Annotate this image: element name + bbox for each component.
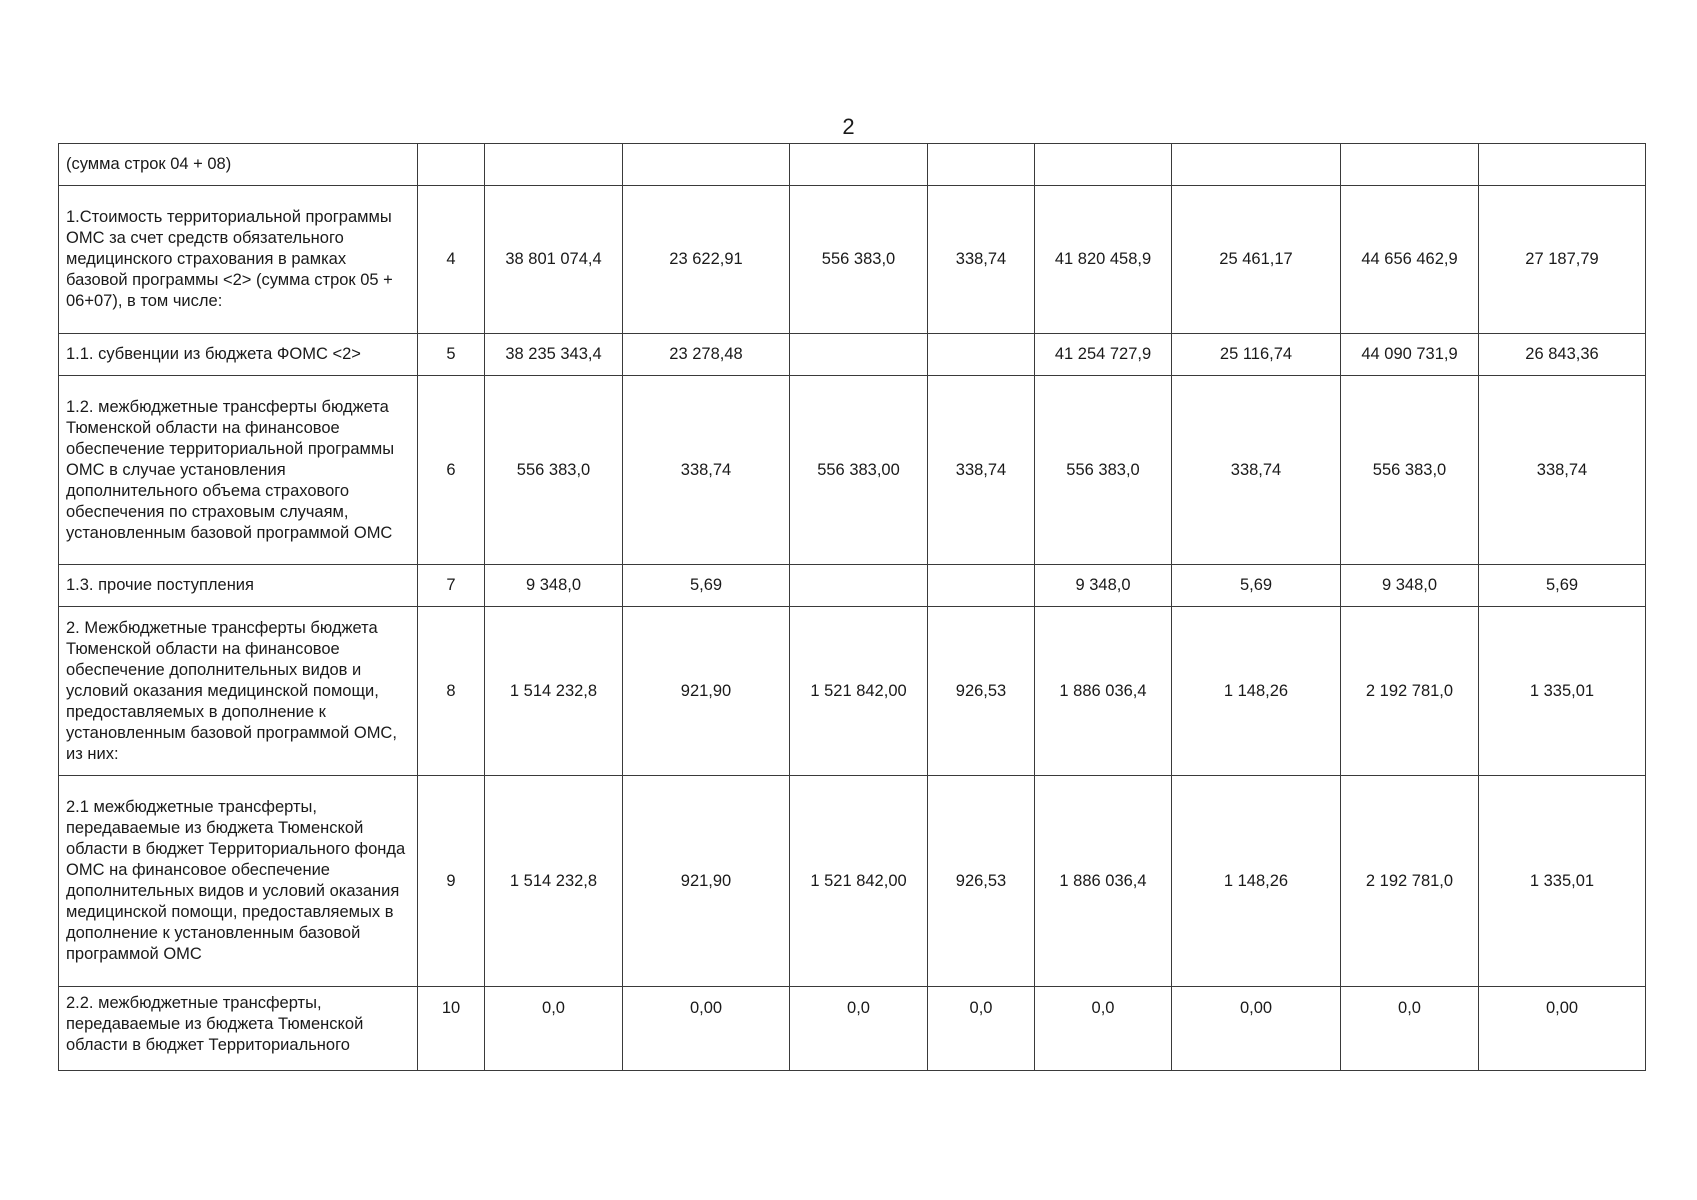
line-code-cell: 5 bbox=[418, 334, 485, 376]
value-cell: 1 335,01 bbox=[1479, 776, 1646, 987]
budget-table bbox=[58, 143, 1646, 1071]
value-cell: 556 383,0 bbox=[1035, 376, 1172, 565]
table-row bbox=[59, 565, 1646, 607]
value-cell: 41 820 458,9 bbox=[1035, 186, 1172, 334]
value-cell bbox=[928, 144, 1035, 186]
value-cell: 556 383,0 bbox=[1341, 376, 1479, 565]
value-cell bbox=[928, 565, 1035, 607]
value-cell bbox=[485, 144, 623, 186]
value-cell: 0,0 bbox=[1341, 987, 1479, 1071]
value-cell: 338,74 bbox=[1172, 376, 1341, 565]
value-cell: 0,0 bbox=[790, 987, 928, 1071]
table-row bbox=[59, 607, 1646, 776]
value-cell: 338,74 bbox=[928, 376, 1035, 565]
value-cell: 921,90 bbox=[623, 776, 790, 987]
value-cell: 2 192 781,0 bbox=[1341, 776, 1479, 987]
line-code-cell: 8 bbox=[418, 607, 485, 776]
row-description: 1.1. субвенции из бюджета ФОМС <2> bbox=[59, 334, 418, 376]
value-cell bbox=[1172, 144, 1341, 186]
line-code-cell: 9 bbox=[418, 776, 485, 987]
table-row bbox=[59, 987, 1646, 1071]
value-cell: 38 235 343,4 bbox=[485, 334, 623, 376]
value-cell: 0,0 bbox=[485, 987, 623, 1071]
line-code-cell bbox=[418, 144, 485, 186]
value-cell: 0,0 bbox=[928, 987, 1035, 1071]
value-cell: 26 843,36 bbox=[1479, 334, 1646, 376]
value-cell bbox=[790, 565, 928, 607]
value-cell: 9 348,0 bbox=[1035, 565, 1172, 607]
table-row bbox=[59, 334, 1646, 376]
value-cell: 1 521 842,00 bbox=[790, 607, 928, 776]
value-cell: 556 383,0 bbox=[485, 376, 623, 565]
value-cell: 1 148,26 bbox=[1172, 776, 1341, 987]
value-cell bbox=[928, 334, 1035, 376]
value-cell: 2 192 781,0 bbox=[1341, 607, 1479, 776]
value-cell: 44 656 462,9 bbox=[1341, 186, 1479, 334]
value-cell: 926,53 bbox=[928, 776, 1035, 987]
value-cell: 5,69 bbox=[623, 565, 790, 607]
line-code-cell: 7 bbox=[418, 565, 485, 607]
value-cell: 9 348,0 bbox=[485, 565, 623, 607]
value-cell: 338,74 bbox=[928, 186, 1035, 334]
value-cell: 1 886 036,4 bbox=[1035, 607, 1172, 776]
value-cell bbox=[790, 334, 928, 376]
page-number: 2 bbox=[842, 114, 855, 139]
table-row bbox=[59, 144, 1646, 186]
row-description: 1.3. прочие поступления bbox=[59, 565, 418, 607]
value-cell: 1 514 232,8 bbox=[485, 607, 623, 776]
value-cell: 0,00 bbox=[623, 987, 790, 1071]
value-cell: 23 278,48 bbox=[623, 334, 790, 376]
value-cell: 41 254 727,9 bbox=[1035, 334, 1172, 376]
value-cell: 5,69 bbox=[1172, 565, 1341, 607]
row-description: 2.1 межбюджетные трансферты, передаваемые из бюджета Тюменской области в бюджет Территориального фонда ОМС на финансовое обеспечение дополнительных видов и условий оказания медицинской помощи, предоставляемых в дополнение к установленным базовой программой ОМС bbox=[59, 776, 418, 987]
line-code-cell: 10 bbox=[418, 987, 485, 1071]
value-cell: 1 148,26 bbox=[1172, 607, 1341, 776]
value-cell: 556 383,0 bbox=[790, 186, 928, 334]
value-cell: 9 348,0 bbox=[1341, 565, 1479, 607]
value-cell bbox=[623, 144, 790, 186]
value-cell: 921,90 bbox=[623, 607, 790, 776]
line-code-cell: 4 bbox=[418, 186, 485, 334]
row-description: 2. Межбюджетные трансферты бюджета Тюменской области на финансовое обеспечение дополнительных видов и условий оказания медицинской помощи, предоставляемых в дополнение к установленным базовой программой ОМС, из них: bbox=[59, 607, 418, 776]
value-cell: 338,74 bbox=[1479, 376, 1646, 565]
value-cell: 556 383,00 bbox=[790, 376, 928, 565]
table-row bbox=[59, 186, 1646, 334]
value-cell: 44 090 731,9 bbox=[1341, 334, 1479, 376]
value-cell: 0,0 bbox=[1035, 987, 1172, 1071]
value-cell: 1 514 232,8 bbox=[485, 776, 623, 987]
row-description: 1.Стоимость территориальной программы ОМС за счет средств обязательного медицинского страхования в рамках базовой программы <2> (сумма строк 05 + 06+07), в том числе: bbox=[59, 186, 418, 334]
value-cell bbox=[790, 144, 928, 186]
value-cell: 1 521 842,00 bbox=[790, 776, 928, 987]
row-description: (сумма строк 04 + 08) bbox=[59, 144, 418, 186]
value-cell: 27 187,79 bbox=[1479, 186, 1646, 334]
value-cell: 0,00 bbox=[1172, 987, 1341, 1071]
value-cell bbox=[1341, 144, 1479, 186]
value-cell: 0,00 bbox=[1479, 987, 1646, 1071]
value-cell: 1 335,01 bbox=[1479, 607, 1646, 776]
value-cell: 338,74 bbox=[623, 376, 790, 565]
value-cell bbox=[1479, 144, 1646, 186]
table-row bbox=[59, 376, 1646, 565]
value-cell: 38 801 074,4 bbox=[485, 186, 623, 334]
value-cell: 23 622,91 bbox=[623, 186, 790, 334]
value-cell: 5,69 bbox=[1479, 565, 1646, 607]
value-cell bbox=[1035, 144, 1172, 186]
value-cell: 1 886 036,4 bbox=[1035, 776, 1172, 987]
value-cell: 25 116,74 bbox=[1172, 334, 1341, 376]
row-description: 1.2. межбюджетные трансферты бюджета Тюменской области на финансовое обеспечение территориальной программы ОМС в случае установления дополнительного объема страхового обеспечения по страховым случаям, установленным базовой программой ОМС bbox=[59, 376, 418, 565]
row-description: 2.2. межбюджетные трансферты, передаваемые из бюджета Тюменской области в бюджет Территориального bbox=[59, 987, 418, 1071]
value-cell: 25 461,17 bbox=[1172, 186, 1341, 334]
value-cell: 926,53 bbox=[928, 607, 1035, 776]
table-row bbox=[59, 776, 1646, 987]
line-code-cell: 6 bbox=[418, 376, 485, 565]
